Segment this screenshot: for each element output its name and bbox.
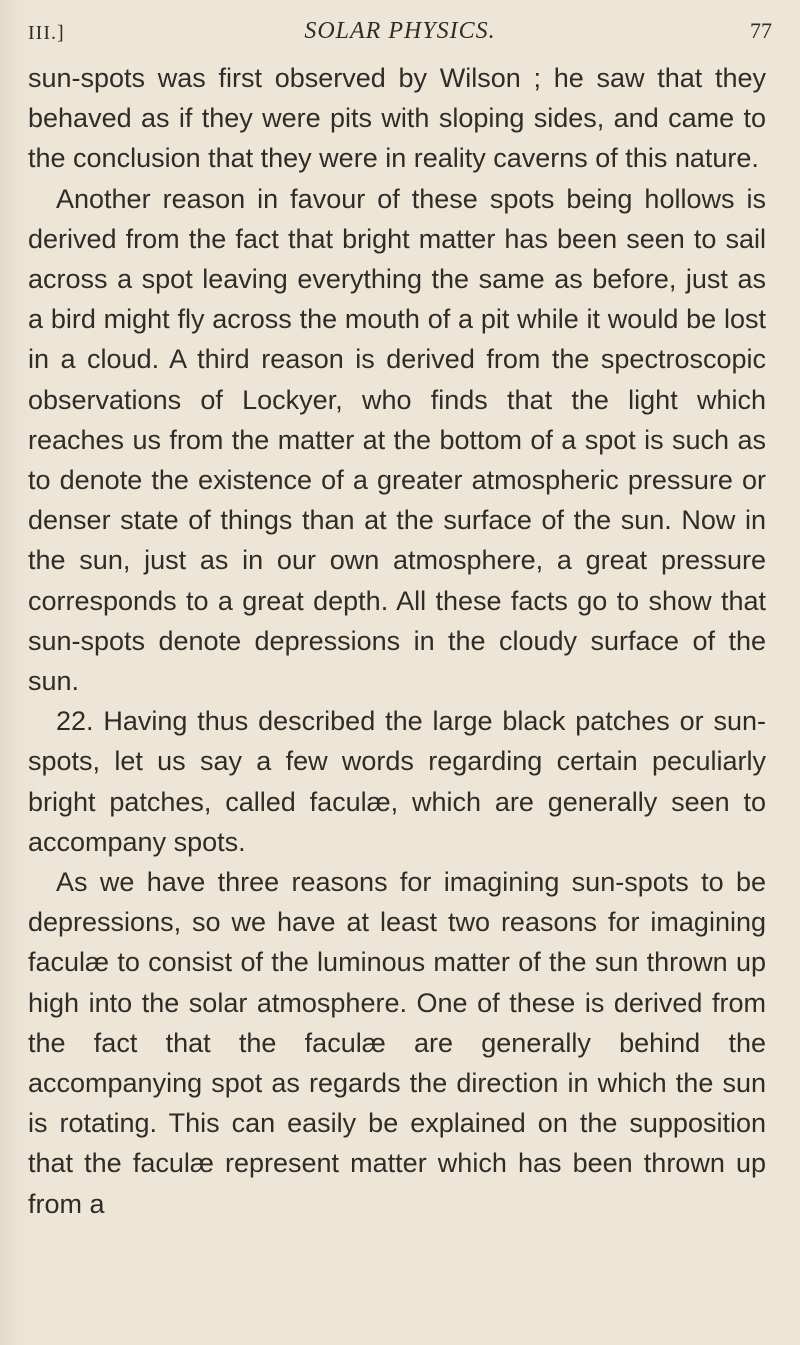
- page-number: 77: [750, 18, 772, 43]
- page-header: [28, 16, 772, 50]
- paragraph-hollows-reasons: Another reason in favour of these spots being hollows is derived from the fact that bright matter has been seen to sail across a spot leaving everything the same as before, just as a bird might fly across the mouth of a pit while it would be lost in a cloud. A third reason is derived from the spectroscopic observations of Lockyer, who finds that the light which reaches us from the matter at the bottom of a spot is such as to denote the existence of a greater atmospheric pressure or denser state of things than at the surface of the sun. Now in the sun, just as in our own atmosphere, a great pressure corresponds to a great depth. All these facts go to show that sun-spots denote depressions in the cloudy surface of the sun.: [28, 183, 766, 697]
- paragraph-section-22: 22. Having thus described the large black patches or sun-spots, let us say a few words regarding certain peculiarly bright patches, called faculæ, which are generally seen to accompany spots.: [28, 706, 766, 857]
- paragraph-faculae-reasons: As we have three reasons for imagining sun-spots to be depressions, so we have at least two reasons for imagining faculæ to consist of the luminous matter of the sun thrown up high into the solar atmosphere. One of these is derived from the fact that the faculæ are generally behind the accompanying spot as regards the direction in which the sun is rotating. This can easily be explained on the supposition that the faculæ represent matter which has been thrown up from a: [28, 867, 766, 1219]
- chapter-marker: III.]: [28, 22, 65, 44]
- paragraph-continued: sun-spots was first observed by Wilson ; he saw that they behaved as if they were pits with sloping sides, and came to the conclusion that they were in reality caverns of this nature.: [28, 63, 766, 174]
- body-text: [28, 58, 766, 1224]
- running-title: SOLAR PHYSICS.: [304, 18, 496, 44]
